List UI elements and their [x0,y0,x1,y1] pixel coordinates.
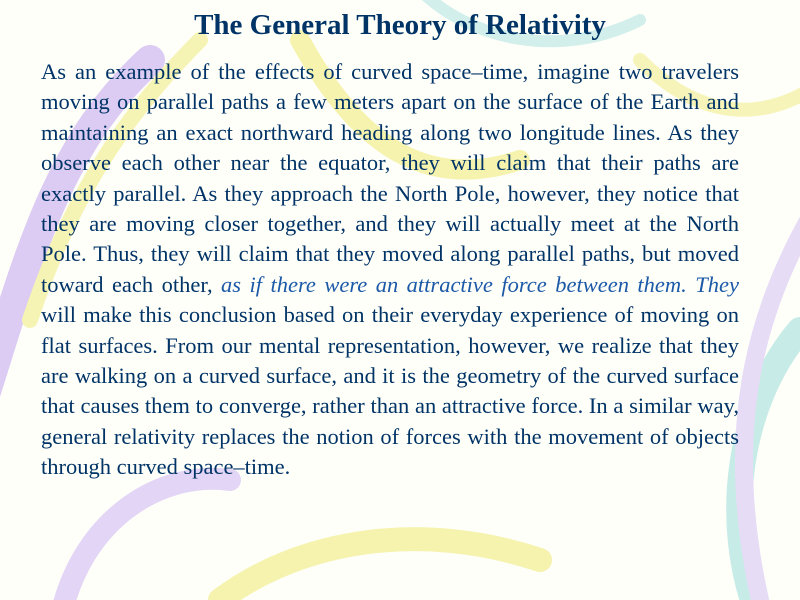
swirl-violet-bottom [60,479,230,600]
body-text-part-1: As an example of the effects of curved space–time, imagine two travelers moving on parallel paths a few meters apart on the surface of the Earth and maintaining an exact northward heading along two longitude lines. As they observe each other near the equator, they will claim that their paths are exactly parallel. As they approach the North Pole, however, they notice that they are moving closer together, and they will actually meet at the North Pole. Thus, they will claim that they moved along parallel paths, but moved toward each other, [41,59,739,297]
body-text-part-2: will make this conclusion based on their everyday experience of moving on flat surfaces. From our mental representation, however, we realize that they are walking on a curved surface, and it is the geometry of the curved surface that causes them to converge, rather than an attractive force. In a similar way, general relativity replaces the notion of forces with the movement of objects through curved space–time. [41,302,739,480]
slide-title: The General Theory of Relativity [194,9,606,41]
swirl-yellow-bottom [220,539,540,600]
highlighted-phrase: as if there were an attractive force between them. They [221,271,739,297]
body-paragraph [41,57,739,483]
